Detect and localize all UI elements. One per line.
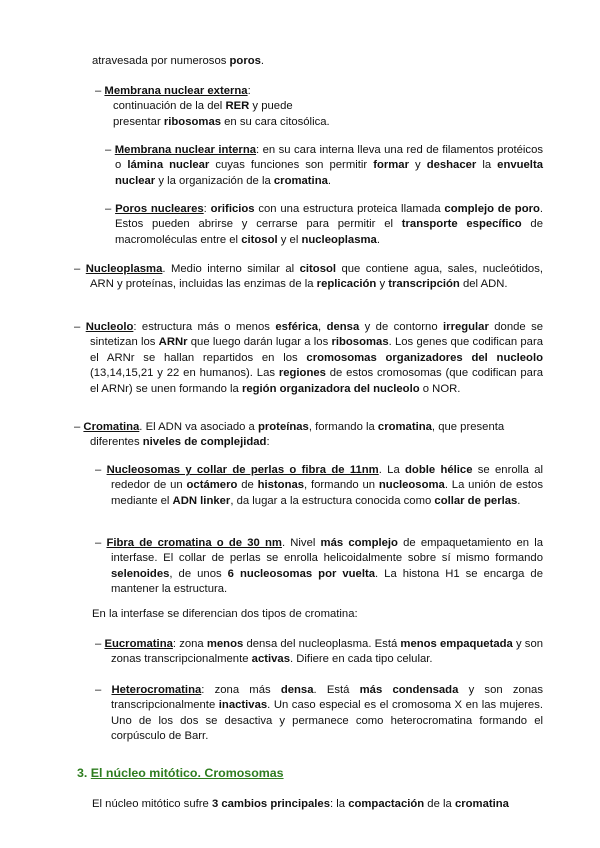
term-cromatina: Cromatina <box>83 421 140 433</box>
item-membrana-externa: – Membrana nuclear externa: continuación de la del RER y puede presentar ribosomas en su cara citosólica. <box>95 85 330 128</box>
item-membrana-interna: – Membrana nuclear interna: en su cara interna lleva una red de filamentos protéicos o lámina nuclear cuyas funciones son permitir formar y deshacer la envuelta nuclear y la organización de la cromatina. <box>105 144 544 187</box>
term-membrana-interna: Membrana nuclear interna <box>114 144 257 156</box>
final-line: El núcleo mitótico sufre 3 cambios principales: la compactación de la cromatina <box>92 798 509 810</box>
term-membrana-externa: Membrana nuclear externa <box>104 85 248 97</box>
interfase-text: En la interfase se diferencian dos tipos de cromatina: <box>92 608 358 620</box>
item-heterocromatina: – Heterocromatina: zona más densa. Está más condensada y son zonas transcripcionalmente inactivas. Un caso especial es el cromosoma X en las mujeres. Uno de los dos se desactiva y permanece como heterocromatina formando el corpúsculo de Barr. <box>95 684 544 743</box>
section-3-title: El núcleo mitótico. Cromosomas <box>90 766 284 780</box>
item-cromatina: – Cromatina. El ADN va asociado a proteínas, formando la cromatina, que presenta diferentes niveles de complejidad: <box>74 421 505 449</box>
term-poros: Poros nucleares <box>115 203 204 215</box>
intro-line: atravesada por numerosos poros. <box>92 55 265 67</box>
term-nucleolo: Nucleolo <box>85 321 134 333</box>
term-eucromatina: Eucromatina <box>104 638 173 650</box>
term-nucleosomas: Nucleosomas y collar de perlas o fibra de 11nm <box>106 464 379 476</box>
item-poros-nucleares: – Poros nucleares: orificios con una estructura proteica llamada complejo de poro. Estos pueden abrirse y cerrarse para permitir el transporte específico de macromoléculas entre el citosol y el nucleoplasma. <box>105 203 544 246</box>
item-nucleosomas: – Nucleosomas y collar de perlas o fibra de 11nm. La doble hélice se enrolla al rededor de un octámero de histonas, formando un nucleosoma. La unión de estos mediante el ADN linker, da lugar a la estructura conocida como collar de perlas. <box>95 464 543 507</box>
item-eucromatina: – Eucromatina: zona menos densa del nucleoplasma. Está menos empaquetada y son zonas transcripcionalmente activas. Difiere en cada tipo celular. <box>95 638 544 666</box>
term-heterocromatina: Heterocromatina <box>111 684 202 696</box>
term-fibra-30nm: Fibra de cromatina o de 30 nm <box>106 537 282 549</box>
section-3-heading: 3. El núcleo mitótico. Cromosomas <box>77 766 284 780</box>
item-nucleoplasma: – Nucleoplasma. Medio interno similar al citosol que contiene agua, sales, nucleótidos, ARN y proteínas, incluidas las enzimas de la replicación y transcripción del ADN. <box>74 263 544 291</box>
item-fibra-30nm: – Fibra de cromatina o de 30 nm. Nivel más complejo de empaquetamiento en la interfase. El collar de perlas se enrolla helicoidalmente sobre sí mismo formando selenoides, de unos 6 nucleosomas por vuelta. La histona H1 se encarga de mantener la estructura. <box>95 537 544 596</box>
item-nucleolo: – Nucleolo: estructura más o menos esférica, densa y de contorno irregular donde se sintetizan los ARNr que luego darán lugar a los ribosomas. Los genes que codifican para el ARNr se hallan repartidos en los cromosomas organizadores del nucleolo (13,14,15,21 y 22 en humanos). Las regiones de estos cromosomas (que codifican para el ARNr) se unen formando la región organizadora del nucleolo o NOR. <box>74 321 544 395</box>
term-nucleoplasma: Nucleoplasma <box>85 263 163 275</box>
